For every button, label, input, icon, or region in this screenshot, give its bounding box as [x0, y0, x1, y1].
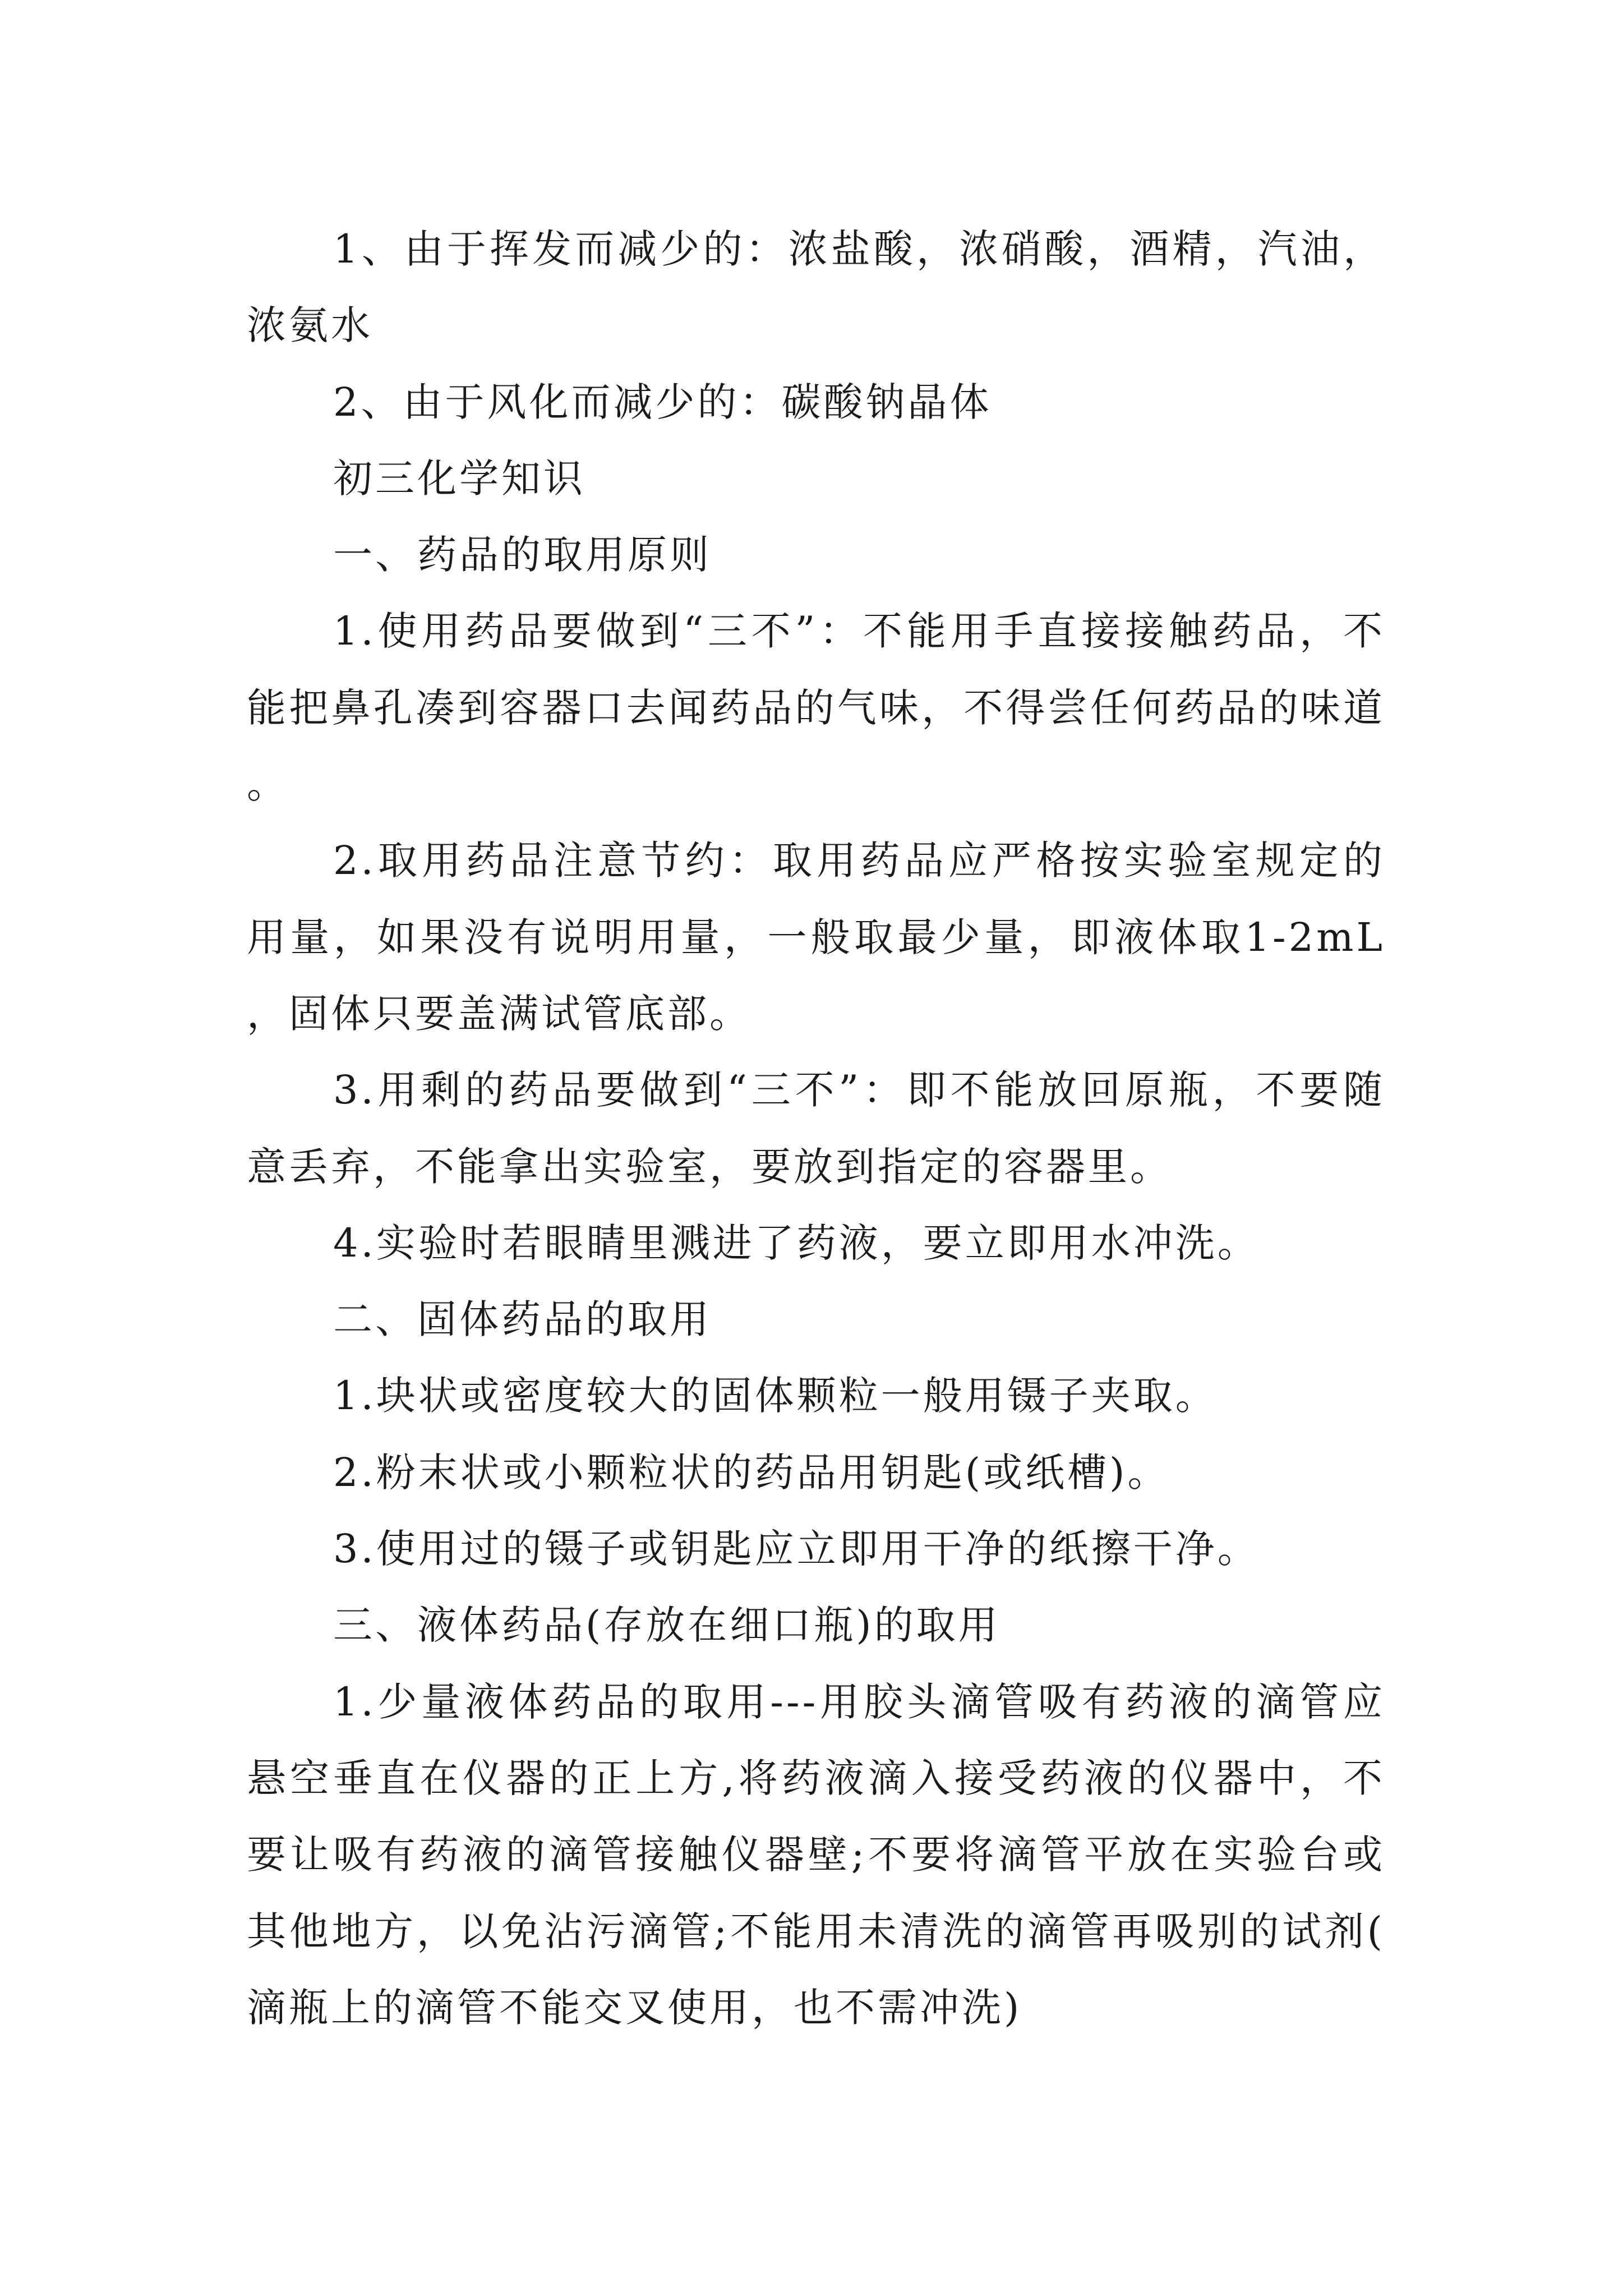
paragraph-efflorescence-reduction: 2、由于风化而减少的：碳酸钠晶体 — [333, 379, 992, 425]
heading-liquid-drugs: 三、液体药品(存放在细口瓶)的取用 — [333, 1602, 1000, 1649]
paragraph-three-nots-leftover: 3.用剩的药品要做到“三不”：即不能放回原瓶，不要随意丢弃，不能拿出实验室，要放到指定的容器里。 — [247, 1067, 1385, 1190]
document-body — [247, 211, 1385, 2046]
heading-drug-taking-principles: 一、药品的取用原则 — [333, 532, 712, 578]
paragraph-dropper-usage: 1.少量液体药品的取用---用胶头滴管吸有药液的滴管应悬空垂直在仪器的正上方,将药液滴入接受药液的仪器中，不要让吸有药液的滴管接触仪器壁;不要将滴管平放在实验台或其他地方，以免沾污滴管;不能用未清洗的滴管再吸别的试剂(滴瓶上的滴管不能交叉使用，也不需冲洗) — [247, 1678, 1385, 2031]
section-title-chemistry-knowledge: 初三化学知识 — [333, 455, 585, 501]
paragraph-solid-tweezers: 1.块状或密度较大的固体颗粒一般用镊子夹取。 — [333, 1373, 1218, 1419]
heading-solid-drugs: 二、固体药品的取用 — [333, 1296, 712, 1343]
paragraph-solid-spoon: 2.粉末状或小颗粒状的药品用钥匙(或纸槽)。 — [333, 1449, 1170, 1496]
paragraph-volatile-reduction: 1、由于挥发而减少的：浓盐酸，浓硝酸，酒精，汽油，浓氨水 — [247, 226, 1385, 349]
paragraph-economize: 2.取用药品注意节约：取用药品应严格按实验室规定的用量，如果没有说明用量，一般取最少量，即液体取1-2mL，固体只要盖满试管底部。 — [247, 838, 1385, 1037]
paragraph-clean-tools: 3.使用过的镊子或钥匙应立即用干净的纸擦干净。 — [333, 1526, 1260, 1572]
paragraph-eye-rinse: 4.实验时若眼睛里溅进了药液，要立即用水冲洗。 — [333, 1220, 1260, 1266]
paragraph-three-nots-use: 1.使用药品要做到“三不”：不能用手直接接触药品，不能把鼻孔凑到容器口去闻药品的气味，不得尝任何药品的味道。 — [247, 608, 1385, 808]
